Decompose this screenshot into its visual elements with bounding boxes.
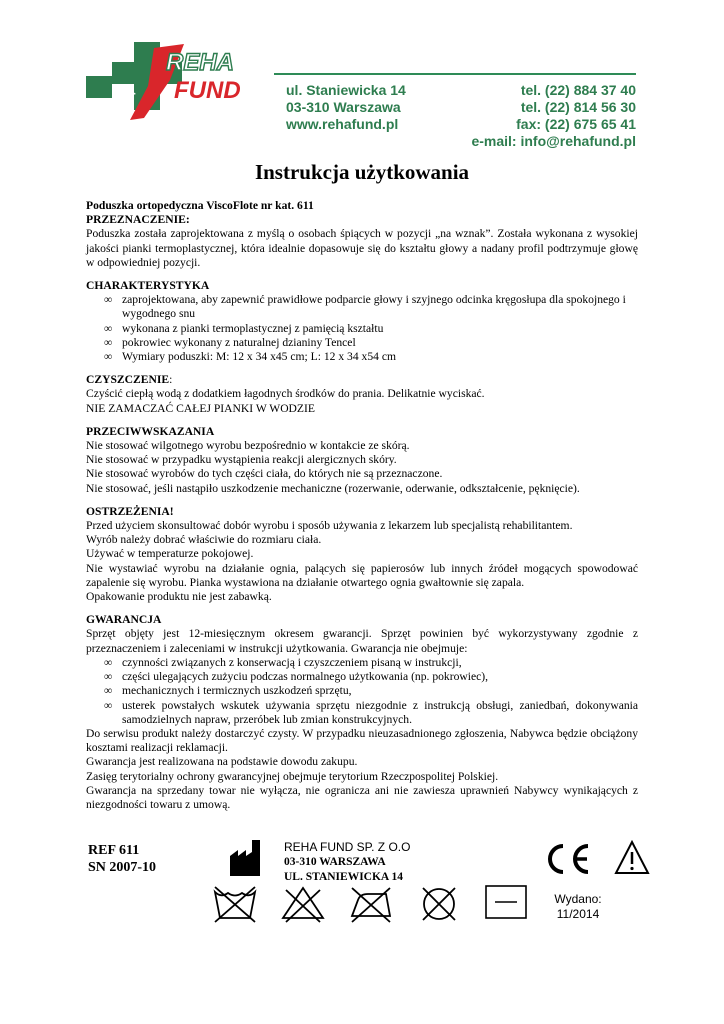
infinity-bullet-icon: ∞ [104,655,113,669]
list-item: ∞ usterek powstałych wskutek używania sprzętu niezgodnie z instrukcją obsługi, zaniedbań, dokonywania samodzielnych napraw, przeróbek lub zmian konstrukcyjnych. [104,698,638,726]
ref-sn-block [88,842,156,876]
section-heading: CZYSZCZENIE: [86,373,173,387]
ref-number: REF 611 [88,843,140,858]
section-heading: PRZEZNACZENIE: [86,213,190,227]
section-line: Opakowanie produktu nie jest zabawką. [86,590,272,604]
section-heading: OSTRZEŻENIA! [86,504,174,518]
infinity-bullet-icon: ∞ [104,321,113,335]
infinity-bullet-icon: ∞ [104,670,113,684]
section-text: Sprzęt objęty jest 12-miesięcznym okresem gwarancji. Sprzęt powinien być wykorzystywany zgodnie z przeznaczeniem i zaleceniami w instrukcji użytkowania. Gwarancja nie obejmuje: [86,627,638,655]
website-link[interactable]: www.rehafund.pl [286,116,399,132]
list-item: ∞ pokrowiec wykonany z naturalnej dzianiny Tencel [104,335,356,349]
section-ostrzezenia [86,505,638,604]
exclusion-list [86,656,638,727]
section-line: Nie stosować wyrobów do tych części ciała, do których nie są przeznaczone. [86,467,443,481]
warning-icon [614,840,650,876]
infinity-bullet-icon: ∞ [104,293,113,307]
section-przeciwwskazania [86,425,638,496]
page-title: Instrukcja użytkowania [254,160,470,184]
feature-list [86,293,638,364]
logo-text-reha: REHA [166,49,235,76]
list-item: ∞ zaprojektowana, aby zapewnić prawidłowe podparcie głowy i szyjnego odcinka kręgosłupa dla spokojnego i wygodnego snu [104,293,626,321]
address-street: ul. Staniewicka 14 [286,82,406,98]
section-text: Gwarancja na sprzedany towar nie wyłącza, nie ogranicza ani nie zawiesza uprawnień Nabywcy wynikających z niezgodności towaru z umową. [86,783,638,811]
section-text: Poduszka została zaprojektowana z myślą o osobach śpiących w pozycji „na wznak”. Została wykonana z wysokiej jakości pianki termoplastycznej, która idealnie dopasowuje się do kształtu głowy a nadany profil podtrzymuje głowę w odpowiedniej pozycji. [86,227,638,269]
do-not-iron-icon [348,884,394,924]
section-text: Gwarancja jest realizowana na podstawie dowodu zakupu. [86,755,358,769]
section-gwarancja [86,613,638,812]
document-body [86,199,638,812]
infinity-bullet-icon: ∞ [104,350,113,364]
ce-mark-icon [543,843,593,875]
list-item: ∞ wykonana z pianki termoplastycznej z pamięcią kształtu [104,321,384,335]
do-not-dry-clean-icon [416,884,462,924]
infinity-bullet-icon: ∞ [104,698,113,712]
infinity-bullet-icon: ∞ [104,684,113,698]
email-link[interactable]: e-mail: info@rehafund.pl [471,133,636,149]
section-line: NIE ZAMACZAĆ CAŁEJ PIANKI W WODZIE [86,401,315,415]
manufacturer-info [284,840,410,885]
list-item: ∞ czynności związanych z konserwacją i czyszczeniem pisaną w instrukcji, [104,655,462,669]
company-address [286,82,406,133]
infinity-bullet-icon: ∞ [104,335,113,349]
issue-date-label: Wydano: [554,892,602,906]
manufacturer-city: 03-310 WARSZAWA [284,856,386,868]
list-item: ∞ części ulegających zużyciu podczas normalnego użytkowania (np. pokrowiec), [104,670,489,684]
manufacturer-name: REHA FUND SP. Z O.O [284,840,411,854]
section-charakterystyka [86,279,638,364]
list-item: ∞ mechanicznych i termicznych uszkodzeń sprzętu, [104,684,352,698]
section-line: Nie stosować wilgotnego wyrobu bezpośrednio w kontakcie ze skórą. [86,439,410,453]
serial-number: SN 2007-10 [88,860,157,875]
section-heading: GWARANCJA [86,613,162,627]
section-przeznaczenie [86,213,638,270]
company-contact [471,82,636,150]
section-line: Używać w temperaturze pokojowej. [86,547,254,561]
section-heading: PRZECIWWSKAZANIA [86,424,215,438]
product-name: Poduszka ortopedyczna ViscoFlote nr kat. 611 [86,199,314,212]
address-city: 03-310 Warszawa [286,99,401,115]
do-not-bleach-icon [280,884,326,924]
section-line: Nie stosować w przypadku wystąpienia reakcji alergicznych skóry. [86,453,397,467]
section-heading: CHARAKTERYSTYKA [86,279,210,293]
fax-number: fax: (22) 675 65 41 [516,116,636,132]
issue-date-value: 11/2014 [556,907,600,921]
issue-date-block [540,892,616,922]
list-item: ∞ Wymiary poduszki: M: 12 x 34 x45 cm; L: 12 x 34 x54 cm [104,350,396,364]
phone-2: tel. (22) 814 56 30 [520,99,636,115]
manufacturer-street: UL. STANIEWICKA 14 [284,871,403,883]
reha-fund-logo [84,40,274,126]
section-czyszczenie [86,373,638,416]
dry-flat-icon [484,884,528,920]
section-line: Nie stosować, jeśli nastąpiło uszkodzenie mechaniczne (rozerwanie, oderwanie, odkształcenie, pęknięcie). [86,481,580,495]
header-divider [274,73,636,75]
manufacturer-icon [228,838,262,878]
do-not-wash-icon [212,884,258,924]
logo-text-fund: FUND [174,77,241,104]
section-text: Zasięg terytorialny ochrony gwarancyjnej obejmuje terytorium Rzeczpospolitej Polskiej. [86,769,499,783]
section-line: Nie wystawiać wyrobu na działanie ognia, palących się papierosów lub innych źródeł mogących spowodować zapalenie się wyrobu. Pianka wystawiona na działanie otwartego ognia gwałtownie się zapala. [86,561,638,589]
section-line: Przed użyciem skonsultować dobór wyrobu i sposób używania z lekarzem lub specjalistą rehabilitantem. [86,519,573,533]
section-text: Do serwisu produkt należy dostarczyć czysty. W przypadku nieuzasadnionego zgłoszenia, Nabywca będzie obciążony kosztami realizacji reklamacji. [86,726,638,755]
section-line: Wyrób należy dobrać właściwie do rozmiaru ciała. [86,533,322,547]
phone-1: tel. (22) 884 37 40 [520,82,636,98]
section-line: Czyścić ciepłą wodą z dodatkiem łagodnych środków do prania. Delikatnie wyciskać. [86,387,485,401]
